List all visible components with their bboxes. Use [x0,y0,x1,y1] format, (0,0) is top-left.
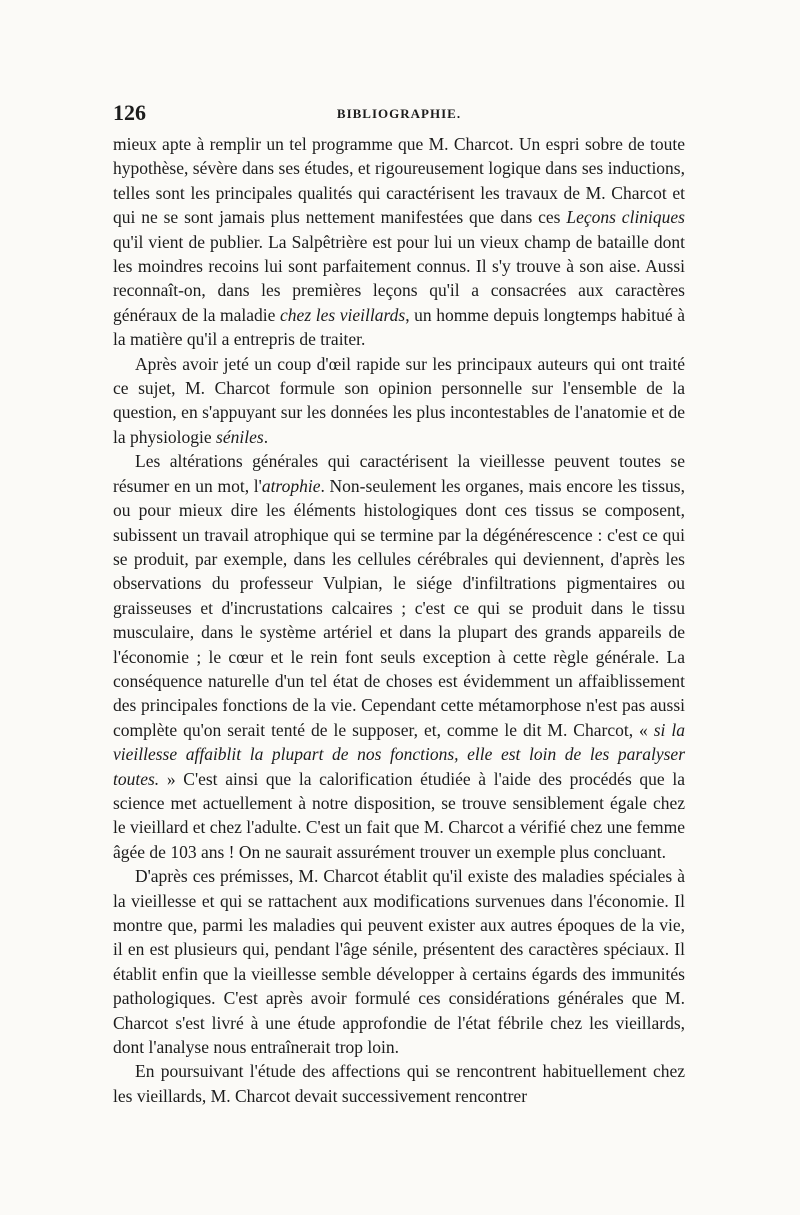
paragraph [113,132,685,352]
italic-segment: séniles [216,426,264,447]
paragraph [113,352,685,450]
italic-segment: chez les vieillards [280,304,406,325]
text-segment: . [263,426,269,447]
italic-segment: Leçons cliniques [566,207,685,228]
text-segment: Les altérations générales qui caractérisent la vieillesse peuvent toutes se résumer en un mot, l' [113,451,685,496]
page-number: 126 [113,100,146,125]
body-text [113,132,685,1108]
paragraph [113,449,685,864]
italic-segment: si la vieillesse affaiblit la plupart de nos fonctions, elle est loin de les paralyser toutes. [113,719,685,789]
text-segment: Après avoir jeté un coup d'œil rapide sur les principaux auteurs qui ont traité ce sujet, M. Charcot formule son opinion personnelle sur l'ensemble de la question, en s'appuyant sur les données les plus incontestables de l'anatomie et de la physiologie [113,353,685,447]
text-segment: D'après ces prémisses, M. Charcot établit qu'il existe des maladies spéciales à la vieillesse et qui se rattachent aux modifications survenues dans l'économie. Il montre que, parmi les maladies qui peuvent exister aux autres époques de la vie, il en est plusieurs qui, pendant l'âge sénile, présentent des caractères spéciaux. Il établit enfin que la vieillesse semble développer à certains égards des immunités pathologiques. C'est après avoir formulé ces considérations générales que M. Charcot s'est livré à une étude approfondie de l'état fébrile chez les vieillards, dont l'analyse nous entraînerait trop loin. [113,866,685,1058]
text-segment: . Non-seulement les organes, mais encore les tissus, ou pour mieux dire les éléments histologiques dont ces tissus se composent, subissent un travail atrophique qui se termine par la dégénérescence : c'est ce qui se produit, par exemple, dans les cellules cérébrales qui deviennent, d'après les observations du professeur Vulpian, le siége d'infiltrations pigmentaires ou graisseuses et d'incrustations calcaires ; c'est ce qui se produit dans le tissu musculaire, dans le système artériel et dans la plupart des grands appareils de l'économie ; le cœur et le rein font seuls exception à cette règle générale. La conséquence naturelle d'un tel état de choses est évidemment un affaiblissement des principales fonctions de la vie. Cependant cette métamorphose n'est pas aussi complète qu'on serait tenté de le supposer, et, comme le dit M. Charcot, « [113,475,685,740]
text-segment: qu'il vient de publier. La Salpêtrière est pour lui un vieux champ de bataille dont les moindres recoins lui sont parfaitement connus. Il s'y trouve à son aise. Aussi reconnaît-on, dans les premières leçons qu'il a consacrées aux caractères généraux de la maladie [113,231,685,325]
text-segment: » C'est ainsi que la calorification étudiée à l'aide des procédés que la science met actuellement à notre disposition, se trouve sensiblement égale chez le vieillard et chez l'adulte. C'est un fait que M. Charcot a vérifié chez une femme âgée de 103 ans ! On ne saurait assurément trouver un exemple plus concluant. [113,768,685,862]
text-segment: En poursuivant l'étude des affections qui se rencontrent habituellement chez les vieillards, M. Charcot devait successivement rencontrer [113,1061,685,1106]
paragraph [113,1059,685,1108]
page-header [113,100,685,130]
text-segment: , un homme depuis longtemps habitué à la matière qu'il a entrepris de traiter. [113,304,685,350]
running-head: BIBLIOGRAPHIE. [336,106,462,121]
paragraph [113,864,685,1059]
text-segment: mieux apte à remplir un tel programme que M. Charcot. Un espri sobre de toute hypothèse, sévère dans ses études, et rigoureusement logique dans ses inductions, telles sont les principales qualités qui caractérisent les travaux de M. Charcot et qui ne se sont jamais plus nettement manifestées que dans ces [113,134,685,228]
italic-segment: atrophie [261,475,321,496]
